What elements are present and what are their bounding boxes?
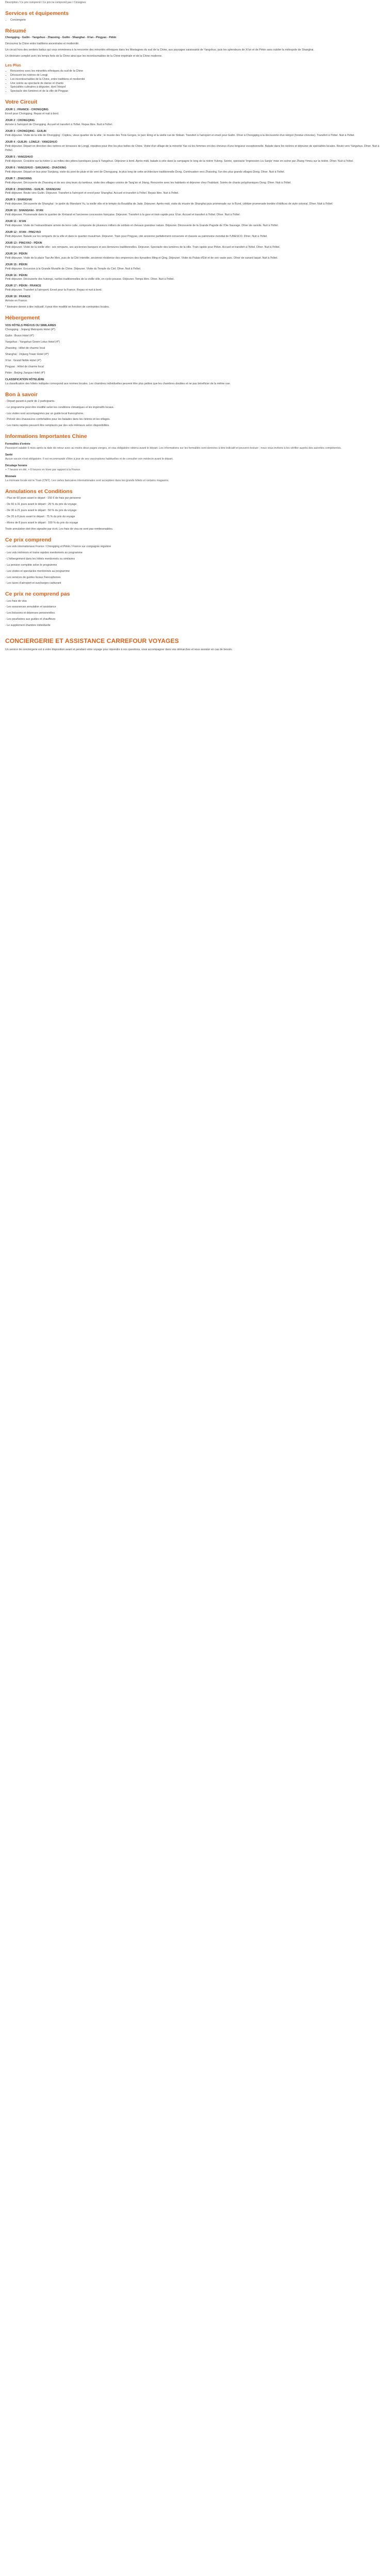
info-subheading: Santé [5, 453, 13, 457]
info-text: Aucun vaccin n'est obligatoire. Il est recommandé d'être à jour de ses vaccinations habituelles et de consulter son médecin avant le départ. [5, 457, 173, 461]
informations-heading: Informations Importantes Chine [5, 433, 87, 440]
list-item: - La pension complète selon le programme [5, 563, 57, 567]
list-item: - Moins de 8 jours avant le départ : 100 % du prix du voyage [5, 521, 78, 524]
list-item: - De 20 à 8 jours avant le départ : 75 % du prix du voyage [5, 515, 75, 518]
hotels-list [5, 328, 386, 376]
hotel-item: Zhaoxing : Hôtel de charme local [5, 346, 45, 350]
day-text: Petit déjeuner. Départ en direction des rizières en terrasses de Longji, réputées pour être les plus belles de Chine. Visite d'un village de la minorité Yao où les femmes ont des cheveux d'une longueur exceptionnelle. Balade dans les rizières et déjeuner de spécialités locales. Route vers Yangshuo. Dîner. Nuit à l'hôtel. [5, 145, 380, 152]
services-heading: Services et équipements [5, 10, 69, 16]
day-block [5, 130, 386, 138]
info-text: + 7 heures en été, + 6 heures en hiver par rapport à la France. [5, 468, 81, 472]
list-item: - Plus de 60 jours avant le départ : 150 € de frais par personne [5, 497, 81, 500]
list-item: • Spectacle des lumières et de la ville de Pingyao [10, 90, 386, 94]
annulations-list [5, 497, 386, 526]
resume-paragraph: Un itinéraire complet avec les temps forts de la Chine ainsi que les incontournables de la Chine impériale et de la Chine moderne. [5, 54, 162, 58]
hotels-subheading: VOS HÔTELS PRÉVUS OU SIMILAIRES [5, 324, 56, 328]
list-item: - Les assurances annulation et assistance [5, 605, 56, 609]
day-title: JOUR 11 : XI'AN [5, 220, 26, 224]
hotel-item: Shanghai : Jinjiang Tower Hotel (4*) [5, 352, 49, 356]
circuit-heading: Votre Circuit [5, 99, 38, 106]
page [0, 0, 391, 659]
list-item: • Une soirée au spectacle de danse et chants [10, 82, 386, 86]
ne-comprend-heading: Ce prix ne comprend pas [5, 591, 70, 598]
day-title: JOUR 4 : GUILIN - LONGJI - YANGSHUO [5, 141, 57, 144]
points-heading: Les Plus [5, 63, 21, 68]
list-item: - Les pourboires aux guides et chauffeurs [5, 618, 56, 621]
day-text: Petit déjeuner. Route vers Guilin. Déjeuner. Transfert à l'aéroport et envol pour Shanghai. Accueil et transfert à l'hôtel. Repas libre. Nuit à l'hôtel. [5, 192, 179, 195]
breadcrumb: Description / Ce prix comprend / Ce prix ne comprend pas / Consignes [5, 1, 86, 4]
day-text: Petit déjeuner. Visite de la vieille ville : ses remparts, ses anciennes banques et ses demeures traditionnelles. Déjeuner. Spectacle des lumières de la ville. Train rapide pour Pékin. Accueil et transfert à l'hôtel. Dîner. Nuit à l'hôtel. [5, 245, 281, 249]
info-subheading: Monnaie [5, 475, 17, 479]
classification-subheading: CLASSIFICATION HÔTELIÈRE [5, 378, 44, 381]
day-block [5, 274, 386, 282]
hotel-item: Yangshuo : Yangshuo Green Lotus Hotel (4*) [5, 341, 60, 344]
list-item: - Les trains rapides peuvent être remplacés par des vols intérieurs selon disponibilités. [5, 424, 110, 428]
info-subheading: Formalités d'entrée [5, 443, 30, 446]
hebergement-heading: Hébergement [5, 315, 40, 321]
day-text: Petit déjeuner. Visite de la place Tian An Men, puis de la Cité Interdite, ancienne résidence des empereurs des dynasties Ming et Qing. Déjeuner. Visite du Palais d'Été et de son vaste parc. Dîner de canard laqué. Nuit à l'hôtel. [5, 256, 278, 260]
day-text: Petit déjeuner. Excursion à la Grande Muraille de Chine. Déjeuner. Visite du Temple du Ciel. Dîner. Nuit à l'hôtel. [5, 267, 141, 270]
day-text: Petit déjeuner. Visite de la ville de Chongqing : Ciqikou, vieux quartier de la ville ; le musée des Trois Gorges, le parc Eling et la vieille rue de Shibati. Transfert à l'aéroport et envol pour Guilin. Dîner à Chongqing à la découverte d'un Hotpot (fondue chinoise). Transfert à l'hôtel. Nuit à l'hôtel. [5, 134, 355, 138]
day-title: JOUR 10 : SHANGHAI - XI'AN [5, 209, 43, 213]
list-item: - Les boissons et dépenses personnelles [5, 612, 55, 615]
itinerary [5, 108, 386, 303]
day-title: JOUR 8 : ZHAOXING - GUILIN - SHANGHAI [5, 188, 61, 191]
day-title: JOUR 12 : XI'AN - PINGYAO [5, 231, 41, 234]
day-title: JOUR 18 : FRANCE [5, 295, 30, 299]
day-title: JOUR 9 : SHANGHAI [5, 198, 32, 202]
day-block [5, 284, 386, 293]
day-text: Arrivée à l'aéroport de Chongqing. Accueil et transfert à l'hôtel. Repas libre. Nuit à l'hôtel. [5, 123, 113, 127]
comprend-list [5, 545, 386, 586]
resume-paragraph: Un circuit hors des sentiers battus qui vous emmènera à la rencontre des minorités ethniques dans les Montagnes du sud de la Chine, aux paysages saisissants de Yangshuo, puis les splendeurs de Xi'an et de Pékin sans oublier la métropole de Shanghai. [5, 48, 314, 52]
list-item: - Les services de guides locaux francophones [5, 575, 61, 579]
list-item: - De 60 à 31 jours avant le départ : 25 % du prix du voyage [5, 503, 77, 506]
comprend-heading: Ce prix comprend [5, 536, 52, 543]
day-text: Petit déjeuner. Départ en bus pour Sanjiang, visite du pont de pluie et de vent de Chengyang, le plus long de cette architecture traditionnelle Dong. Continuation vers Zhaoxing, l'un des plus grands villages Dong. Dîner. Nuit à l'hôtel. [5, 170, 285, 174]
day-text: Petit déjeuner. Croisière sur la rivière Li au milieu des pitons karstiques jusqu'à Yangshuo. Déjeuner à bord. Après-midi, balade à vélo dans la campagne le long de la rivière Yulong. Soirée, spectacle 'Impression Liu Sanjie' mise en scène par Zhang Yimou sur la rivière. Dîner. Nuit à l'hôtel. [5, 159, 354, 163]
day-block [5, 252, 386, 261]
hotel-item: Chongqing : Jinjiang Metropolo Hotel (4*) [5, 328, 55, 332]
day-text: Petit déjeuner. Découverte des hutongs, ruelles traditionnelles de la vieille ville, en cyclo-pousse. Déjeuner. Temps libre. Dîner. Nuit à l'hôtel. [5, 278, 175, 281]
informations-block [5, 443, 386, 483]
day-title: JOUR 15 : PÉKIN [5, 263, 27, 266]
list-item: - Les visites et spectacles mentionnés au programme [5, 569, 70, 573]
list-item: • Conciergerie [10, 19, 386, 23]
day-block [5, 198, 386, 207]
info-subheading: Décalage horaire [5, 464, 27, 468]
day-text: Petit déjeuner. Visite de l'extraordinaire armée de terre cuite, composée de plusieurs milliers de soldats et chevaux grandeur nature. Déjeuner. Découverte de la Grande Pagode de l'Oie Sauvage. Dîner de raviolis. Nuit à l'hôtel. [5, 224, 279, 228]
hotel-item: Guilin : Bravo Hotel (4*) [5, 334, 34, 338]
day-block [5, 295, 386, 303]
list-item: • Rencontrez avec les minorités ethniques du sud de la Chine [10, 70, 386, 74]
list-item: - L'hébergement dans les hôtels mentionnés ou similaires [5, 557, 75, 561]
day-text: Petit déjeuner. Transfert à l'aéroport. Envol pour la France. Repas et nuit à bord. [5, 289, 102, 292]
list-item: • Les incontournables de la Chine, entre traditions et modernité [10, 78, 386, 82]
day-text: Petit déjeuner. Découverte de Zhaoxing et de ses cinq tours du tambour, visite des villages voisins de Tang'an et Jitang. Rencontre avec les habitants et déjeuner chez l'habitant. Soirée de chants polyphoniques Dong. Dîner. Nuit à l'hôtel. [5, 181, 291, 184]
day-block [5, 119, 386, 127]
day-block [5, 242, 386, 250]
day-title: JOUR 6 : YANGSHUO - SANJIANG - ZHAOXING [5, 166, 67, 170]
day-title: JOUR 2 : CHONGQING [5, 119, 35, 123]
day-title: JOUR 5 : YANGSHUO [5, 155, 33, 159]
resume-text: Découvrez la Chine entre traditions ancestrales et modernité. [5, 42, 79, 45]
day-title: JOUR 17 : PÉKIN - FRANCE [5, 284, 41, 288]
day-text: Petit déjeuner. Promenade dans le quartier de Xintiandi et l'ancienne concession française. Déjeuner. Transfert à la gare et train rapide pour Xi'an. Accueil et transfert à l'hôtel. Dîner. Nuit à l'hôtel. [5, 213, 241, 217]
resume-route: Chongqing - Guilin - Yangshuo - Zhaoxing - Guilin - Shanghai - Xi'an - Pingyao - Pékin [5, 36, 117, 39]
conciergerie-text: Un service de conciergerie est à votre disposition avant et pendant votre voyage pour répondre à vos questions, vous accompagner dans vos démarches et vous assister en cas de besoin. [5, 648, 233, 652]
day-block [5, 141, 386, 153]
day-title: JOUR 14 : PÉKIN [5, 252, 27, 256]
day-text: Petit déjeuner. Découverte de Shanghai : le jardin du Mandarin Yu, la vieille ville et le temple du Bouddha de Jade. Déjeuner. Après-midi, visite du musée de Shanghai puis promenade sur le Bund, célèbre promenade bordée d'édifices de style colonial. Dîner. Nuit à l'hôtel. [5, 202, 333, 206]
list-item: - De 30 à 21 jours avant le départ : 50 % du prix du voyage [5, 509, 77, 512]
bon-a-savoir-list [5, 400, 386, 429]
conciergerie-heading: CONCIERGERIE ET ASSISTANCE CARREFOUR VOYAGES [5, 637, 179, 645]
day-block [5, 263, 386, 272]
info-text: Passeport valable 6 mois après la date de retour avec au moins deux pages vierges, et visa obligatoire obtenu avant le départ. Les informations sur les formalités sont données à titre indicatif et peuvent évoluer ; nous vous invitons à les vérifier auprès des autorités compétentes. [5, 447, 341, 450]
day-block [5, 177, 386, 185]
annulations-heading: Annulations et Conditions [5, 488, 73, 495]
resume-heading: Résumé [5, 27, 26, 34]
bon-a-savoir-heading: Bon à savoir [5, 391, 38, 398]
list-item: - Les frais de visa [5, 599, 27, 603]
day-title: JOUR 13 : PINGYAO - PÉKIN [5, 241, 42, 245]
list-item: - Départ garanti à partir de 2 participants. [5, 399, 55, 403]
list-item: - Les visites sont accompagnées par un guide local francophone. [5, 412, 84, 415]
itinerary-note: * Itinéraire donné à titre indicatif, il peut être modifié en fonction de contraintes locales. [5, 306, 110, 309]
classification-text: La classification des hôtels indiquée correspond aux normes locales. Les chambres individuelles peuvent être plus petites que les chambres doubles et ne pas bénéficier de la même vue. [5, 382, 231, 385]
list-item: - Prévoir des chaussures confortables pour les balades dans les rizières et les villages. [5, 418, 110, 421]
hotel-item: Pingyao : Hôtel de charme local [5, 365, 44, 368]
day-block [5, 188, 386, 196]
list-item: • Découvrir les rizières de Longji [10, 74, 386, 78]
day-title: JOUR 16 : PÉKIN [5, 274, 27, 277]
day-block [5, 231, 386, 239]
day-text: Petit déjeuner. Balade sur les remparts de la ville et dans le quartier musulman. Déjeuner. Train pour Pingyao, cité ancienne parfaitement conservée et classée au patrimoine mondial de l'UNESCO. Dîner. Nuit à l'hôtel. [5, 234, 268, 238]
services-list [5, 19, 386, 23]
ne-comprend-list [5, 600, 386, 629]
info-text: La monnaie locale est le Yuan (CNY). Les cartes bancaires internationales sont acceptées dans les grands hôtels et certains magasins. [5, 479, 169, 482]
day-title: JOUR 1 : FRANCE - CHONGQING [5, 108, 48, 112]
day-block [5, 166, 386, 175]
list-item: • Spécialités culinaires à déguster, dont 'Hotpot' [10, 86, 386, 90]
list-item: - Le supplément chambre individuelle [5, 624, 51, 628]
day-block [5, 108, 386, 116]
day-title: JOUR 3 : CHONGQING - GUILIN [5, 130, 46, 133]
day-block [5, 209, 386, 217]
hotel-item: Pékin : Beijing Jianguo Hotel (4*) [5, 371, 45, 375]
list-item: - Les vols intérieurs et trains rapides mentionnés au programme [5, 551, 83, 554]
day-text: Arrivée en France. [5, 299, 28, 303]
list-item: - Les vols internationaux France / Chongqing et Pékin / France sur compagnie régulière [5, 545, 111, 548]
annulations-note: Toute annulation doit être signalée par écrit. Les frais de visa ne sont pas remboursables. [5, 527, 113, 531]
day-text: Envol pour Chongqing. Repas et nuit à bord. [5, 112, 59, 116]
list-item: - Les taxes d'aéroport et surcharges carburant [5, 582, 61, 585]
list-item: - Le programme peut être modifié selon les conditions climatiques et les impératifs locaux. [5, 405, 115, 409]
day-block [5, 220, 386, 228]
day-title: JOUR 7 : ZHAOXING [5, 177, 32, 180]
hotel-item: Xi'an : Grand Noble Hotel (4*) [5, 359, 41, 362]
day-block [5, 156, 386, 164]
points-list [5, 70, 386, 94]
